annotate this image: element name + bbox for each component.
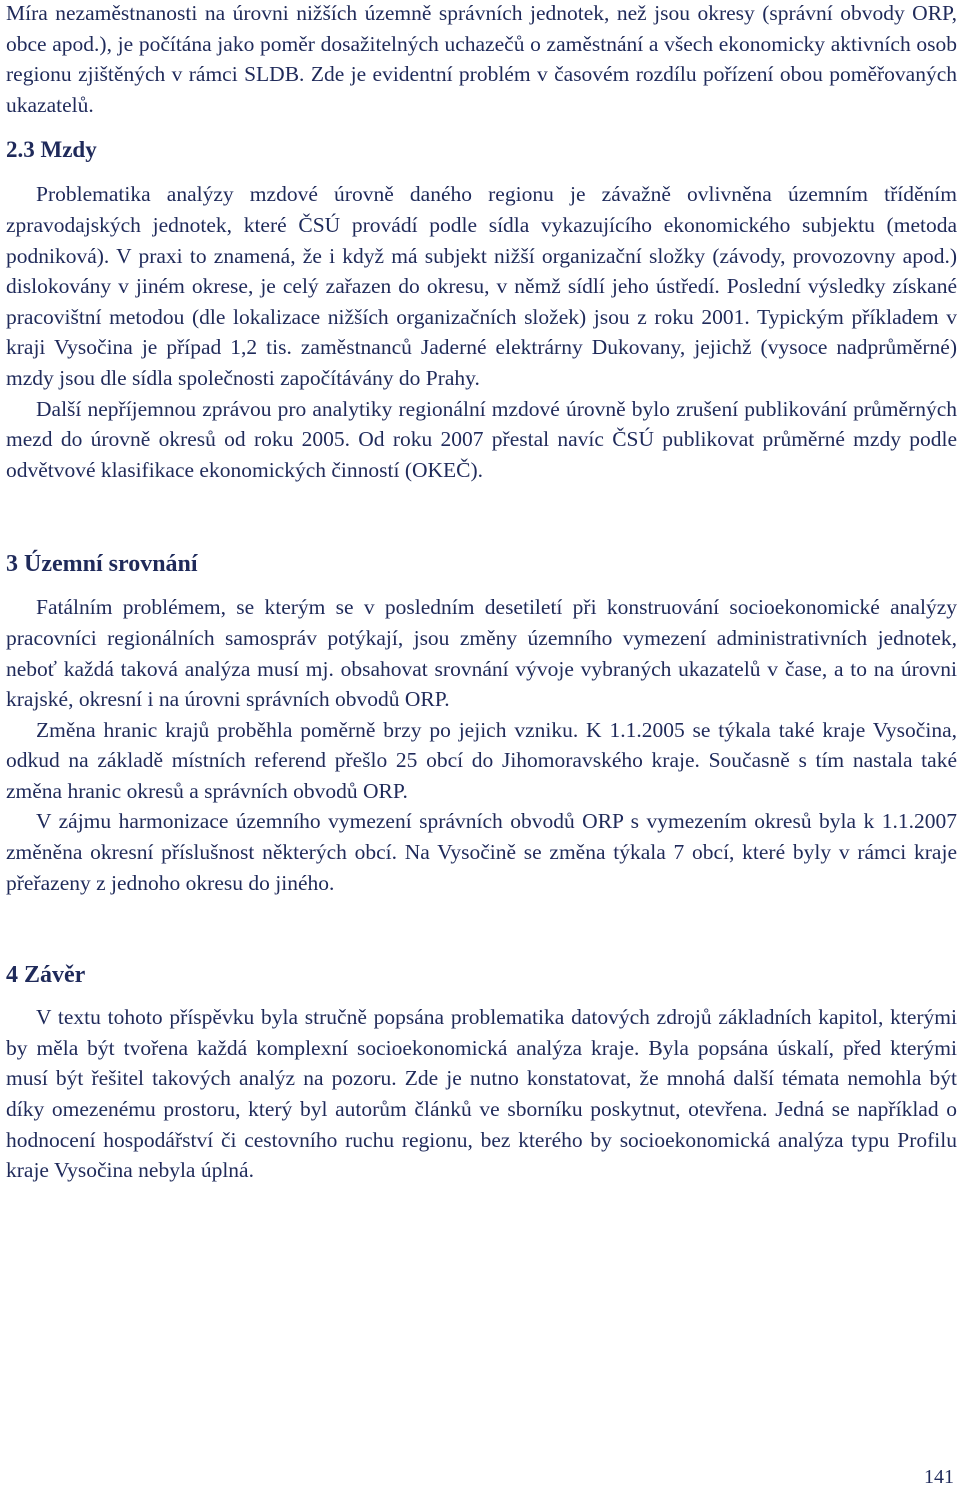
document-page	[6, 0, 957, 1186]
section-2-3-heading: 2.3 Mzdy	[6, 137, 97, 163]
section-4-paragraph: V textu tohoto příspěvku byla stručně popsána problematika datových zdrojů základních kapitol, kterými by měla být tvořena každá komplexní socioekonomická analýza kraje. Byla popsána úskalí, před kterými musí být řešitel takových analýz na pozoru. Zde je nutno konstatovat, že mnohá další témata nemohla být díky omezenému prostoru, který byl autorům článků ve sborníku poskytnut, otevřena. Jedná se například o hodnocení hospodářství či cestovního ruchu regionu, bez kterého by socioekonomická analýza typu Profilu kraje Vysočina nebyla úplná.	[6, 1005, 957, 1183]
section-3-paragraph: Změna hranic krajů proběhla poměrně brzy po jejich vzniku. K 1.1.2005 se týkala také kraje Vysočina, odkud na základě místních referend přešlo 25 obcí do Jihomoravského kraje. Současně s tím nastala také změna hranic okresů a správních obvodů ORP.	[6, 717, 957, 803]
intro-paragraph: Míra nezaměstnanosti na úrovni nižších územně správních jednotek, než jsou okresy (správní obvody ORP, obce apod.), je počítána jako poměr dosažitelných uchazečů o zaměstnání a všech ekonomicky aktivních osob regionu zjištěných v rámci SLDB. Zde je evidentní problém v časovém rozdílu pořízení obou poměřovaných ukazatelů.	[6, 1, 957, 117]
section-2-3-paragraph: Další nepříjemnou zprávou pro analytiky regionální mzdové úrovně bylo zrušení publikování průměrných mezd do úrovně okresů od roku 2005. Od roku 2007 přestal navíc ČSÚ publikovat průměrné mzdy podle odvětvové klasifikace ekonomických činností (OKEČ).	[6, 396, 957, 482]
section-2-3-paragraph: Problematika analýzy mzdové úrovně daného regionu je závažně ovlivněna územním tříděním zpravodajských jednotek, které ČSÚ provádí podle sídla vykazujícího ekonomického subjektu (metoda podniková). V praxi to znamená, že i když má subjekt nižší organizační složky (závody, provozovny apod.) dislokovány v jiném okrese, je celý zařazen do okresu, v němž sídlí jeho ústředí. Poslední výsledky získané pracovištní metodou (dle lokalizace nižších organizačních složek) jsou z roku 2001. Typickým příkladem v kraji Vysočina je případ 1,2 tis. zaměstnanců Jaderné elektrárny Dukovany, jejichž (vysoce nadprůměrné) mzdy jsou dle sídla společnosti započítávány do Prahy.	[6, 182, 957, 390]
section-3-paragraph: V zájmu harmonizace územního vymezení správních obvodů ORP s vymezením okresů byla k 1.1.2007 změněna okresní příslušnost některých obcí. Na Vysočině se změna týkala 7 obcí, které byly v rámci kraje přeřazeny z jednoho okresu do jiného.	[6, 809, 957, 895]
section-3-heading: 3 Územní srovnání	[6, 551, 198, 578]
page-number: 141	[924, 1466, 954, 1488]
section-4-heading: 4 Závěr	[6, 962, 86, 989]
section-3-paragraph: Fatálním problémem, se kterým se v posledním desetiletí při konstruování socioekonomické analýzy pracovníci regionálních samospráv potýkají, jsou změny územního vymezení administrativních jednotek, neboť každá taková analýza musí mj. obsahovat srovnání vývoje vybraných ukazatelů v čase, a to na úrovni krajské, okresní i na úrovni správních obvodů ORP.	[6, 595, 957, 712]
